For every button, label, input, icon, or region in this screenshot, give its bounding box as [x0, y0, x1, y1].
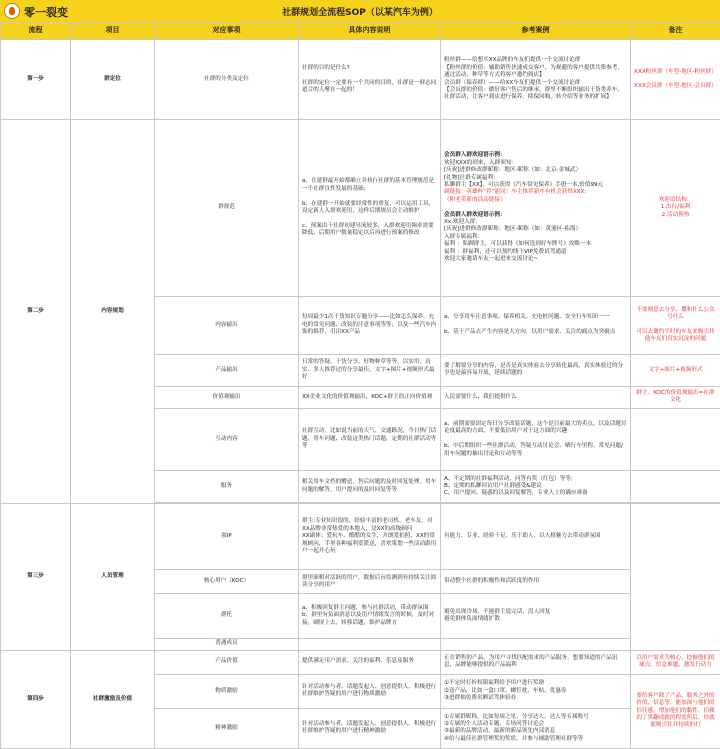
- note-cell: 群主、KOC的价值观输出=社群文化: [631, 386, 720, 408]
- item-cell: 产品输出: [155, 354, 299, 386]
- col-header-case: 参考案例: [441, 23, 631, 40]
- table-row: [1, 650, 720, 674]
- item-cell: 精神激励: [155, 708, 299, 748]
- desc-cell: a、在建群最开始都确立并执行社群的基本管理规范是一个社群良性发展的基础; b、在建群一开始就要经常性的重复，可以运用工具、设定新人入群欢迎语，这样后期规员会主动维护 c、预案由于社群初建导流较多，入群欢迎语频率需要降低，后期用户数量稳定以后再进行预案的修改: [299, 120, 441, 296]
- desc-cell: 提供满足用户需求、关注的福利、乐息及服务: [299, 650, 441, 674]
- top-banner: [0, 0, 720, 22]
- brand-name: 零一裂变: [24, 6, 68, 19]
- desc-cell: [299, 638, 441, 650]
- desc-cell: 社群互动，比如说当前的天气、交通路况，今日热门话题、用车问题、改装这类热门话题、定期的社群活动等等: [299, 408, 441, 470]
- project-cell: 内容规划: [71, 120, 155, 504]
- case-cell: 带动整个社群的积极性和活跃度的作用: [441, 570, 631, 594]
- case-cell: ①专属群昵称，比如每周之星、分享达人、达人等专属称号 ②专属的个人活动专题、专场问答讨论会 ③最新的品牌活动，最新的新品领先内部消息 ④给与最佳社群管理奖的奖状，并参与辅助管理社群等等: [441, 708, 631, 748]
- step-cell: 第一步: [1, 40, 71, 120]
- desc-cell: 群里面相对活跃的用户，数据后台监测到有持续关注阅读分享的用户: [299, 570, 441, 594]
- item-cell: 服务: [155, 471, 299, 503]
- sop-table: [0, 22, 720, 749]
- desc-cell: a、积极回复群主问题，参与社群活动，带动群氛围 b、群里有负面消息以及用户情绪发言的时候，及时对接，刷屏上去，转移话题，维护品牌方: [299, 594, 441, 638]
- item-cell: 群规范: [155, 120, 299, 296]
- table-row: [1, 40, 720, 120]
- item-cell: 物质激励: [155, 674, 299, 708]
- item-cell: 内容输出: [155, 296, 299, 354]
- item-cell: 社群的分类及定位: [155, 40, 299, 120]
- case-cell: 正在销售的产品，为用户寻找匹配需求的产品服务，想要知道的产品讯息，品牌能够提供的产品福利: [441, 650, 631, 674]
- col-header-note: 备注: [631, 23, 720, 40]
- desc-cell: XX企业文化的价值观输出，KOC+群主的正向价值观: [299, 386, 441, 408]
- case-cell: 粉丝群——给想买XX品牌的车友们提供一个交流讨论群 【粉丝群的价值：辅助销售快速成交客户，为规避的客户提供共集参考，通过活动、种草等方式将客户邀约到店】 会员群（保春群）——给XX车友们提供一个交流讨论群 【会员群的价值：做好客户售后的继承，群里不断组织输出干货类养车、社群活动，让客户到店进行保养，续保回购，转介绍等业务的扩展】: [441, 40, 631, 120]
- desc-cell: 日常的答疑、干货分享、好物种草等等，以实用、真实、多人推荐过的分享最佳，文字+图片+视频形式最好: [299, 354, 441, 386]
- case-cell: 要了解要分享的内容，是否是真实体验去分享转化最高，真实体验过的分享也是最容易开展，延续话题的: [441, 354, 631, 386]
- project-cell: 群定位: [71, 40, 155, 120]
- header-row: [1, 23, 720, 40]
- item-cell: 产品价值: [155, 650, 299, 674]
- col-header-process: 流程: [1, 23, 71, 40]
- page-title: 社群规划全流程SOP（以某汽车为例）: [282, 8, 438, 18]
- note-cell: 以用户需求为核心，挖掘他们的痛点、信息难题，激发行动力: [631, 650, 720, 674]
- desc-cell: 每周最少1次干货知识专题分享——比如怎么保养、充电的常见问题、改装的注意事项等等；以及一些汽车内饰的推荐，引出XX产品: [299, 296, 441, 354]
- case-cell: 人民需要什么，我们提供什么: [441, 386, 631, 408]
- case-cell: A、不定期的社群福利活动，问答有奖（红包）等等; B、定期的私聊回访用户社群感受&建议 C、用户提问、疑惑的以及回复解答，专业人士的确应准备: [441, 471, 631, 503]
- col-header-description: 具体内容说明: [299, 23, 441, 40]
- table-row: [1, 120, 720, 296]
- project-cell: 社群激励及价值: [71, 650, 155, 748]
- table-row: [1, 504, 720, 570]
- step-cell: 第二步: [1, 120, 71, 504]
- desc-cell: 社群的目的是什么? 社群的定位一定要有一个共同的目的，社群是一群志同道合的人聚在一起的！: [299, 40, 441, 120]
- item-cell: 价值观输出: [155, 386, 299, 408]
- case-cell: [441, 638, 631, 650]
- item-cell: 互动内容: [155, 408, 299, 470]
- item-cell: 群托: [155, 594, 299, 638]
- col-header-project: 项目: [71, 23, 155, 40]
- item-cell: 普通成员: [155, 638, 299, 650]
- note-cell: [631, 471, 720, 503]
- step-cell: 第三步: [1, 504, 71, 650]
- item-cell: 核心用户（KOC）: [155, 570, 299, 594]
- desc-cell: 相关用车文档的赠送，售后问题的及时回复处理，用车问题的解答，用户提问的及时回复等等: [299, 471, 441, 503]
- desc-cell: 群主:专业知识很的、经验丰富的老司机、老车友、对XX品牌非常热爱的本地人，是XX的高级顾问 XX副体：爱玩车、酷酷的女生，开朗爱拍照、XX的常规顾问，手里各种福利爱派送，喜欢策划一些活动跟用户一起开心玩: [299, 504, 441, 570]
- item-cell: 强IP: [155, 504, 299, 570]
- project-cell: 人员管理: [71, 504, 155, 650]
- note-cell: 不要刻意去分享、撒和什么公众号什么 可以去邀约平时的车友来吸引其他车友们真实沉淀的问题: [631, 296, 720, 354]
- note-cell: 欢迎语结构： 1.出行/福利 2.活动预热: [631, 120, 720, 296]
- note-cell: [631, 408, 720, 470]
- note-cell: 文字+图片+视频形式: [631, 354, 720, 386]
- step-cell: 第四步: [1, 650, 71, 748]
- case-cell: a、分享用车注意事项、保养相关、充电桩问题、安全行车知识一一 b、基于产品去产生内容是大方向，以用户需求、关注的痛点为突破点: [441, 296, 631, 354]
- note-cell: XXX粉丝群（车型-地区-粉丝群） XXX会员群（车型-地区-会员群）: [631, 40, 720, 120]
- note-cell: 要给客户除了产品、服务之外的价值、信息等，能加深与他们的信任感，增加他们的黏性、信赖的了黑翻成就的程度所后，你就能吸引住并持续的打: [631, 674, 720, 748]
- case-cell: 避免出现冷场，不能群主说完话，没人回复 避免群体负面情绪扩散: [441, 594, 631, 638]
- case-cell: a、前期需要固定每日分享改装话题，这个是目前最大的卖点，以及话题讨论度最高的方面。不要低估用户对于这方面的兴趣 b、中后期组织一些社群活动、答疑互动讨论会、晒行车里程、常见问题/用车问题的抽出讨论和互动等等: [441, 408, 631, 470]
- case-cell: 有能力、专业、经验十足、乐于助人，以人格魅力去带动群氛围: [441, 504, 631, 570]
- case-cell: ①不定时打折权限福利给予用户进行奖励 ②送产品，比如一盒口罩、螺钉枕、车贴、优惠券 ③进群抽免费名额试驾体验券: [441, 674, 631, 708]
- col-header-item: 对应事项: [155, 23, 299, 40]
- case-cell: 会员群入群欢迎语示例： 欢迎XXX的到来，入群须知： [庆祝]进群修改群昵称：地区-昵称（如：北京-金城武） [礼物]社群专属福利： 私聊群主【XX】，可以获得《汽车常见保养》手册一本,价值99元 副链接：英雄杯“荐”能同！车主推荐新车有机会获得XXX; （附老带新的活动链接） 会员群入群欢迎语示例： Xx,欢迎入群： [庆祝]进群修改群昵称：地区-昵称（如：黄浦区-拓海） 入群专属福利： 福利 ：私聊群主，可以获得《如何选到好车牌号》攻略一本 福利 ：群福利，还可以预约线下VIP免费试驾通道 欢迎大家邀请车友一起进来交流讨论~: [441, 120, 631, 296]
- desc-cell: 针对活动参与者、话题发起人、创意提供人、积极进行社群维护答疑的用户进行物质激励: [299, 674, 441, 708]
- note-cell: [631, 504, 720, 650]
- desc-cell: 针对活动参与者、话题发起人、创意提供人、积极进行社群维护答疑的用户进行精神激励: [299, 708, 441, 748]
